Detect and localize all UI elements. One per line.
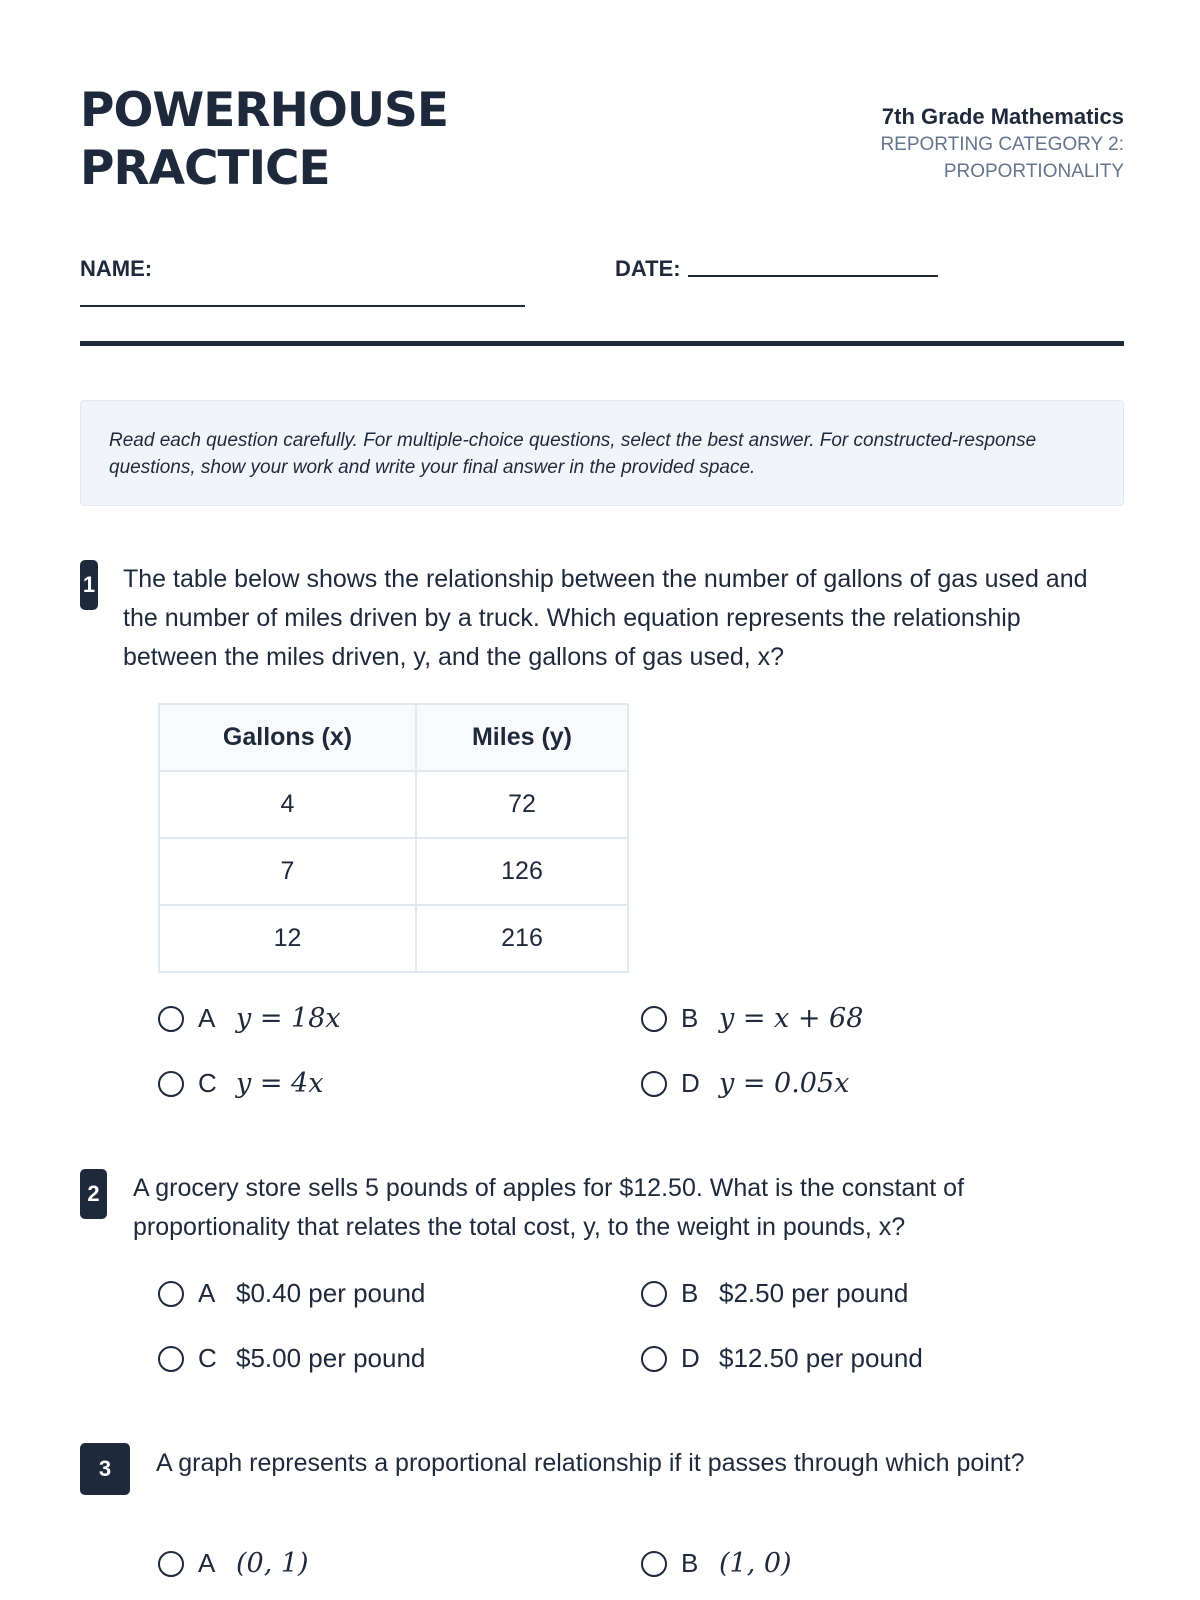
date-line[interactable] bbox=[688, 275, 938, 277]
instructions-box: Read each question carefully. For multiple-choice questions, select the best answer. For constructed-response questions, show your work and write your final answer in the provided space. bbox=[80, 400, 1124, 506]
table-cell: 72 bbox=[416, 771, 628, 838]
option-letter: D bbox=[681, 1343, 700, 1373]
table-cell: 126 bbox=[416, 838, 628, 905]
option-letter: C bbox=[198, 1068, 217, 1098]
table-cell: 12 bbox=[159, 905, 416, 972]
option-text: y = 0.05x bbox=[719, 1068, 850, 1099]
option-letter: C bbox=[198, 1343, 217, 1373]
name-label: NAME: bbox=[80, 256, 153, 281]
radio-button[interactable] bbox=[641, 1006, 667, 1032]
grade-label: 7th Grade Mathematics bbox=[881, 104, 1124, 129]
option-text: (0, 1) bbox=[236, 1548, 309, 1579]
option-text: $12.50 per pound bbox=[719, 1343, 923, 1373]
option-text: y = 4x bbox=[236, 1068, 324, 1099]
radio-button[interactable] bbox=[641, 1551, 667, 1577]
table-row bbox=[159, 771, 628, 838]
gallons-miles-table bbox=[158, 703, 629, 973]
course-info bbox=[864, 103, 1124, 185]
option-text: $2.50 per pound bbox=[719, 1278, 909, 1308]
question-2-text: A grocery store sells 5 pounds of apples for $12.50. What is the constant of proportionality that relates the total cost, y, to the weight in pounds, x? bbox=[133, 1174, 965, 1241]
option-letter: A bbox=[198, 1278, 216, 1308]
question-number-badge: 2 bbox=[80, 1169, 107, 1219]
option-text: $5.00 per pound bbox=[236, 1343, 426, 1373]
option-1a[interactable] bbox=[158, 1003, 341, 1034]
table-header-row bbox=[159, 704, 628, 771]
header-divider bbox=[80, 341, 1124, 346]
option-3a[interactable] bbox=[158, 1548, 309, 1579]
date-label: DATE: bbox=[615, 256, 681, 281]
option-2d[interactable] bbox=[641, 1343, 923, 1374]
radio-button[interactable] bbox=[641, 1346, 667, 1372]
option-text: y = x + 68 bbox=[719, 1003, 864, 1034]
question-1-text: The table below shows the relationship between the number of gallons of gas used and the number of miles driven by a truck. Which equation represents the relationship between the miles driven, y, and the gallons of gas used, x? bbox=[123, 565, 1088, 671]
reporting-category: REPORTING CATEGORY 2: PROPORTIONALITY bbox=[880, 134, 1124, 182]
option-text: y = 18x bbox=[236, 1003, 341, 1034]
option-2c[interactable] bbox=[158, 1343, 425, 1374]
option-3b[interactable] bbox=[641, 1548, 792, 1579]
table-header: Miles (y) bbox=[416, 704, 628, 771]
option-letter: B bbox=[681, 1003, 699, 1033]
question-3-text: A graph represents a proportional relationship if it passes through which point? bbox=[156, 1449, 1025, 1477]
option-2a[interactable] bbox=[158, 1278, 425, 1309]
option-letter: B bbox=[681, 1548, 699, 1578]
option-text: $0.40 per pound bbox=[236, 1278, 426, 1308]
radio-button[interactable] bbox=[158, 1071, 184, 1097]
table-row bbox=[159, 905, 628, 972]
table-cell: 216 bbox=[416, 905, 628, 972]
radio-button[interactable] bbox=[641, 1071, 667, 1097]
option-1c[interactable] bbox=[158, 1068, 323, 1099]
option-letter: A bbox=[198, 1003, 216, 1033]
table-cell: 7 bbox=[159, 838, 416, 905]
question-number-badge: 3 bbox=[80, 1443, 130, 1495]
worksheet-title: POWERHOUSE PRACTICE bbox=[80, 83, 448, 196]
table-cell: 4 bbox=[159, 771, 416, 838]
radio-button[interactable] bbox=[641, 1281, 667, 1307]
option-2b[interactable] bbox=[641, 1278, 908, 1309]
option-text: (1, 0) bbox=[719, 1548, 792, 1579]
table-row bbox=[159, 838, 628, 905]
option-1b[interactable] bbox=[641, 1003, 863, 1034]
radio-button[interactable] bbox=[158, 1551, 184, 1577]
option-letter: D bbox=[681, 1068, 700, 1098]
option-letter: A bbox=[198, 1548, 216, 1578]
radio-button[interactable] bbox=[158, 1281, 184, 1307]
option-1d[interactable] bbox=[641, 1068, 849, 1099]
radio-button[interactable] bbox=[158, 1346, 184, 1372]
name-line[interactable] bbox=[80, 305, 525, 307]
option-letter: B bbox=[681, 1278, 699, 1308]
table-header: Gallons (x) bbox=[159, 704, 416, 771]
radio-button[interactable] bbox=[158, 1006, 184, 1032]
question-number-badge: 1 bbox=[80, 560, 98, 610]
